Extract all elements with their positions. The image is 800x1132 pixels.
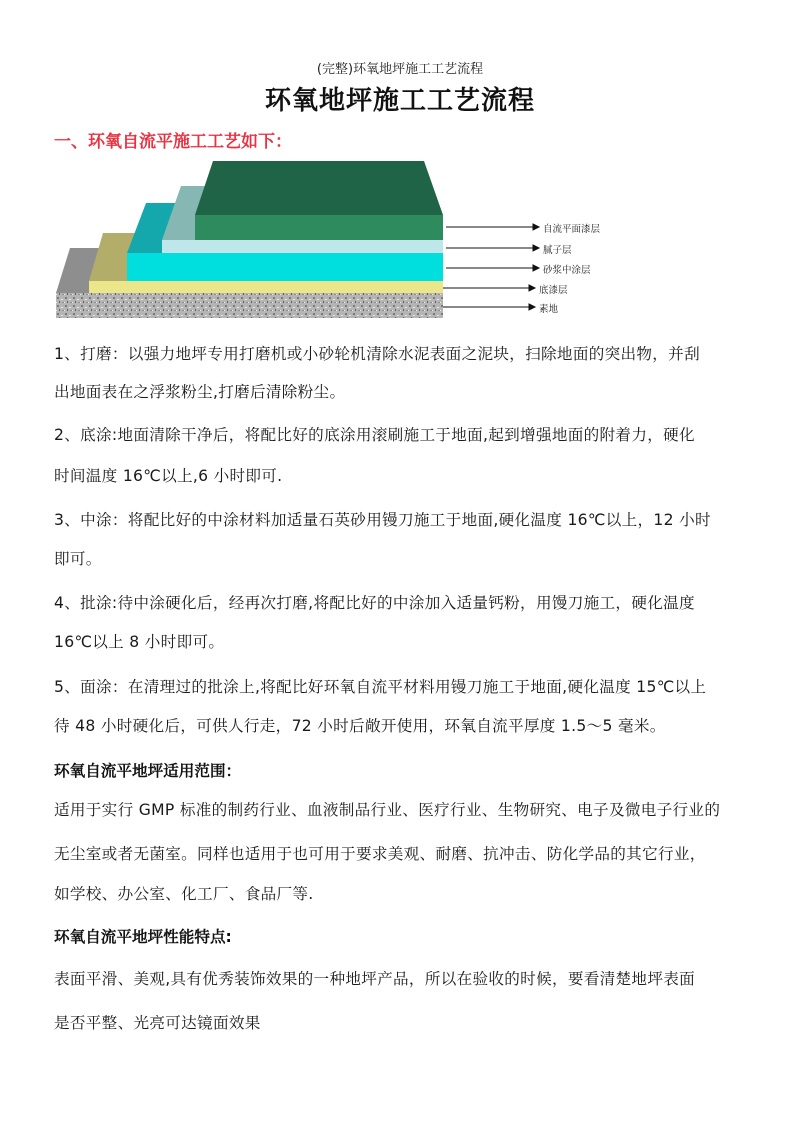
floor-layers-illustration [0, 0, 800, 330]
layer-label-topcoat: 自流平面漆层 [543, 224, 601, 235]
step-2-line-2: 时间温度 16℃以上,6 小时即可. [54, 467, 283, 485]
step-1-line-2: 出地面表在之浮浆粉尘,打磨后清除粉尘。 [54, 383, 346, 401]
layer-label-substrate: 素地 [539, 304, 559, 315]
layer-label-putty: 腻子层 [543, 245, 572, 256]
layer-label-primer: 底漆层 [539, 285, 568, 296]
step-4-line-2: 16℃以上 8 小时即可。 [54, 633, 225, 651]
scope-line-3: 如学校、办公室、化工厂、食品厂等. [54, 885, 314, 903]
scope-line-1: 适用于实行 GMP 标准的制药行业、血液制品行业、医疗行业、生物研究、电子及微电子行业的 [54, 801, 721, 819]
scope-line-2: 无尘室或者无菌室。同样也适用于也可用于要求美观、耐磨、抗冲击、防化学品的其它行业， [54, 845, 706, 863]
step-3-line-1: 3、中涂：将配比好的中涂材料加适量石英砂用镘刀施工于地面,硬化温度 16℃以上，12 小时 [54, 511, 711, 529]
step-1-line-1: 1、打磨：以强力地坪专用打磨机或小砂轮机清除水泥表面之泥块，扫除地面的突出物，并刮 [54, 345, 700, 363]
step-5-line-2: 待 48 小时硬化后，可供人行走，72 小时后敞开使用，环氧自流平厚度 1.5～5 毫米。 [54, 717, 666, 735]
document-header: (完整)环氧地坪施工工艺流程 [316, 62, 484, 77]
section-heading: 一、环氧自流平施工工艺如下： [54, 132, 292, 152]
scope-heading: 环氧自流平地坪适用范围： [54, 762, 242, 780]
floor-layers-diagram [0, 0, 800, 330]
step-4-line-1: 4、批涂:待中涂硬化后，经再次打磨,将配比好的中涂加入适量钙粉，用馒刀施工，硬化温度 [54, 594, 695, 612]
step-5-line-1: 5、面涂：在清理过的批涂上,将配比好环氧自流平材料用镘刀施工于地面,硬化温度 15℃以上 [54, 678, 707, 696]
features-line-1: 表面平滑、美观,具有优秀装饰效果的一种地坪产品，所以在验收的时候，要看清楚地坪表面 [54, 970, 696, 988]
features-heading: 环氧自流平地坪性能特点: [54, 928, 232, 946]
document-title: 环氧地坪施工工艺流程 [264, 86, 535, 116]
features-line-2: 是否平整、光亮可达镜面效果 [54, 1014, 261, 1032]
layer-label-mortar: 砂浆中涂层 [543, 265, 591, 276]
step-2-line-1: 2、底涂:地面清除干净后，将配比好的底涂用滚刷施工于地面,起到增强地面的附着力，硬化 [54, 426, 695, 444]
step-3-line-2: 即可。 [54, 550, 102, 568]
